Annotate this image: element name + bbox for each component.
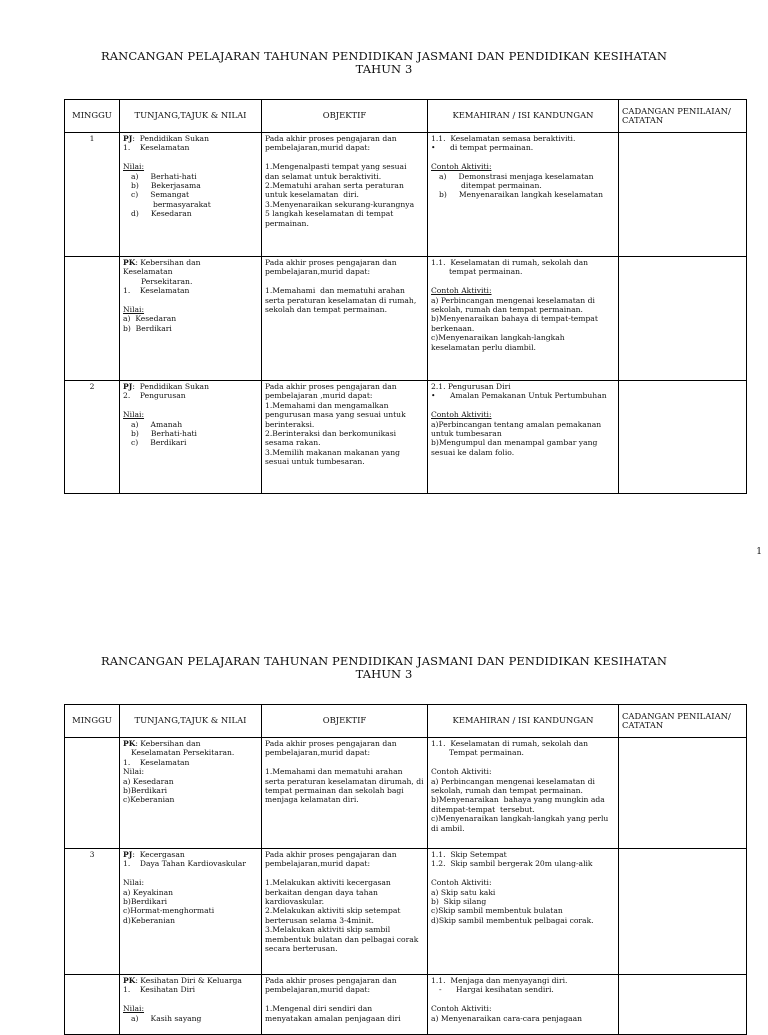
nilai-item: a) Berhati-hati xyxy=(131,171,197,181)
tunjang-text: : Pendidikan Sukan xyxy=(132,134,209,143)
objektif-line: pembelajaran,murid dapat: xyxy=(265,267,371,277)
objektif-line: Pada akhir proses pengajaran dan xyxy=(265,739,397,748)
objektif-line: sekolah dan tempat permainan. xyxy=(265,305,387,315)
nilai-item: b) Berhati-hati xyxy=(131,429,197,439)
tunjang-text: 1. Daya Tahan Kardiovaskular xyxy=(123,859,246,869)
nilai-item: c)Keberanian xyxy=(123,795,175,805)
contoh-aktiviti-label: Contoh Aktiviti: xyxy=(431,767,492,777)
document-title xyxy=(0,50,768,76)
nilai-label: Nilai: xyxy=(123,767,145,777)
tunjang-text: : Kecergasan xyxy=(132,850,185,859)
objektif-cell xyxy=(262,381,428,494)
tunjang-code: PJ xyxy=(123,382,133,391)
cadangan-cell xyxy=(619,849,747,975)
objektif-line: 5 langkah keselamatan di tempat xyxy=(265,209,394,219)
kemahiran-line: b) Skip silang xyxy=(431,897,487,907)
kemahiran-line: 1.2. Skip sambil bergerak 20m ulang-alik xyxy=(431,859,593,869)
tunjang-text: : Kebersihan dan xyxy=(135,258,201,267)
kemahiran-line: b)Menyenaraikan bahaya di tempat-tempat xyxy=(431,314,598,324)
objektif-line: 2.Mematuhi arahan serta peraturan xyxy=(265,181,404,191)
objektif-line: untuk keselamatan diri. xyxy=(265,190,359,200)
objektif-line: serta peraturan keselamatan di rumah, xyxy=(265,295,417,305)
objektif-line: pembelajaran,murid dapat: xyxy=(265,859,371,869)
objektif-cell xyxy=(262,975,428,1035)
header-minggu: MINGGU xyxy=(65,100,120,133)
kemahiran-line: 1.1. Skip Setempat xyxy=(431,850,507,859)
objektif-line: berterusan selama 3-4minit. xyxy=(265,915,374,925)
objektif-line: 3.Melakukan aktiviti skip sambil xyxy=(265,925,391,935)
objektif-line: pembelajaran,murid dapat: xyxy=(265,985,371,995)
header-minggu: MINGGU xyxy=(65,705,120,738)
kemahiran-line: c)Skip sambil membentuk bulatan xyxy=(431,906,563,916)
tunjang-cell xyxy=(120,849,262,975)
contoh-aktiviti-label: Contoh Aktiviti: xyxy=(431,878,492,888)
objektif-line: pembelajaran ,murid dapat: xyxy=(265,391,373,401)
kemahiran-line: di ambil. xyxy=(431,823,465,833)
tunjang-code: PJ xyxy=(123,134,133,143)
week-cell: 3 xyxy=(65,849,120,975)
cadangan-cell xyxy=(619,257,747,381)
header-kemahiran: KEMAHIRAN / ISI KANDUNGAN xyxy=(428,705,619,738)
table-header-row xyxy=(65,100,747,133)
tunjang-cell xyxy=(120,738,262,849)
kemahiran-line: a) Perbincangan mengenai keselamatan di xyxy=(431,295,595,305)
tunjang-code: PK xyxy=(123,258,136,267)
nilai-item: bermasyarakat xyxy=(153,199,211,209)
objektif-cell xyxy=(262,133,428,257)
objektif-line: 1.Memahami dan mematuhi arahan xyxy=(265,286,405,296)
title-line-1: RANCANGAN PELAJARAN TAHUNAN PENDIDIKAN JASMANI DAN PENDIDIKAN KESIHATAN xyxy=(101,49,667,63)
nilai-item: b) Berdikari xyxy=(123,323,172,333)
lesson-plan-table-2 xyxy=(64,704,747,1035)
tunjang-cell xyxy=(120,133,262,257)
tunjang-code: PK xyxy=(123,739,136,748)
cadangan-cell xyxy=(619,381,747,494)
kemahiran-line: untuk tumbesaran xyxy=(431,429,502,439)
objektif-line: 2.Melakukan aktiviti skip setempat xyxy=(265,906,401,916)
nilai-label: Nilai: xyxy=(123,305,145,315)
kemahiran-line: Tempat permainan. xyxy=(449,748,524,758)
nilai-item: c)Hormat-menghormati xyxy=(123,906,215,916)
table-row xyxy=(65,975,747,1035)
objektif-line: 3.Menyenaraikan sekurang-kurangnya xyxy=(265,199,415,209)
kemahiran-cell xyxy=(428,738,619,849)
kemahiran-line: tempat permainan. xyxy=(449,267,523,277)
table-row xyxy=(65,849,747,975)
kemahiran-line: a)Perbincangan tentang amalan pemakanan xyxy=(431,419,602,429)
kemahiran-line: a) Skip satu kaki xyxy=(431,887,496,897)
nilai-item: b)Berdikari xyxy=(123,897,168,907)
kemahiran-line: b) Menyenaraikan langkah keselamatan xyxy=(439,190,604,200)
kemahiran-line: 1.1. Keselamatan di rumah, sekolah dan xyxy=(431,258,589,267)
tunjang-text: : Kebersihan dan xyxy=(135,739,201,748)
nilai-label: Nilai: xyxy=(123,1004,145,1014)
nilai-item: a) Amanah xyxy=(131,419,183,429)
objektif-line: tempat permainan dan sekolah bagi xyxy=(265,786,404,796)
nilai-item: c) Semangat xyxy=(131,190,190,200)
objektif-line: secara berterusan. xyxy=(265,944,338,954)
kemahiran-line: b)Mengumpul dan menampal gambar yang xyxy=(431,438,598,448)
kemahiran-cell xyxy=(428,381,619,494)
header-tunjang: TUNJANG,TAJUK & NILAI xyxy=(120,705,262,738)
contoh-aktiviti-label: Contoh Aktiviti: xyxy=(431,286,492,296)
header-objektif: OBJEKTIF xyxy=(262,705,428,738)
objektif-line: berkaitan dengan daya tahan xyxy=(265,887,378,897)
kemahiran-line: - Hargai kesihatan sendiri. xyxy=(439,985,554,995)
objektif-line: berinteraksi. xyxy=(265,419,315,429)
tunjang-text: 1. Keselamatan xyxy=(123,757,190,767)
objektif-line: sesuai untuk tumbesaran. xyxy=(265,457,365,467)
week-cell: 2 xyxy=(65,381,120,494)
objektif-line: dan selamat untuk beraktiviti. xyxy=(265,171,382,181)
objektif-line: menyatakan amalan penjagaan diri xyxy=(265,1013,401,1023)
nilai-item: a) Kasih sayang xyxy=(131,1013,202,1023)
kemahiran-line: • Amalan Pemakanan Untuk Pertumbuhan xyxy=(431,391,607,401)
objektif-line: kardiovaskular. xyxy=(265,897,324,907)
lesson-plan-table-1 xyxy=(64,99,747,494)
table-row xyxy=(65,133,747,257)
nilai-item: a) Kesedaran xyxy=(123,776,174,786)
nilai-item: a) Keyakinan xyxy=(123,887,174,897)
tunjang-cell xyxy=(120,975,262,1035)
page-number: 1 xyxy=(756,547,762,557)
objektif-line: membentuk bulatan dan pelbagai corak xyxy=(265,934,419,944)
tunjang-text: 2. Pengurusan xyxy=(123,391,186,401)
tunjang-text: 1. Kesihatan Diri xyxy=(123,985,196,995)
kemahiran-line: sekolah, rumah dan tempat permainan. xyxy=(431,305,583,315)
nilai-item: c) Berdikari xyxy=(131,438,187,448)
title-line-1: RANCANGAN PELAJARAN TAHUNAN PENDIDIKAN JASMANI DAN PENDIDIKAN KESIHATAN xyxy=(101,654,667,668)
kemahiran-line: sesuai ke dalam folio. xyxy=(431,447,515,457)
header-objektif: OBJEKTIF xyxy=(262,100,428,133)
contoh-aktiviti-label: Contoh Aktiviti: xyxy=(431,410,492,420)
objektif-cell xyxy=(262,257,428,381)
table-header-row xyxy=(65,705,747,738)
kemahiran-line: 1.1. Menjaga dan menyayangi diri. xyxy=(431,976,568,985)
table-row xyxy=(65,381,747,494)
nilai-item: b)Berdikari xyxy=(123,786,168,796)
nilai-label: Nilai: xyxy=(123,878,145,888)
kemahiran-line: a) Demonstrasi menjaga keselamatan xyxy=(439,171,594,181)
objektif-line: 1.Memahami dan mematuhi arahan xyxy=(265,767,403,777)
week-cell xyxy=(65,975,120,1035)
objektif-line: Pada akhir proses pengajaran dan xyxy=(265,382,397,391)
title-line-2: TAHUN 3 xyxy=(355,62,413,76)
tunjang-text: Keselamatan xyxy=(123,267,173,277)
objektif-line: pembelajaran,murid dapat: xyxy=(265,748,371,758)
kemahiran-line: ditempat permainan. xyxy=(461,181,542,191)
kemahiran-line: sekolah, rumah dan tempat permainan. xyxy=(431,786,583,796)
document-title xyxy=(0,655,768,681)
tunjang-text: : Pendidikan Sukan xyxy=(132,382,209,391)
objektif-cell xyxy=(262,849,428,975)
tunjang-text: Persekitaran. xyxy=(141,276,193,286)
objektif-line: Pada akhir proses pengajaran dan xyxy=(265,258,397,267)
tunjang-code: PJ xyxy=(123,850,133,859)
kemahiran-line: c)Menyenaraikan langkah-langkah yang perlu xyxy=(431,814,609,824)
cadangan-cell xyxy=(619,738,747,849)
tunjang-cell xyxy=(120,257,262,381)
objektif-cell xyxy=(262,738,428,849)
kemahiran-cell xyxy=(428,975,619,1035)
tunjang-text: : Kesihatan Diri & Keluarga xyxy=(135,976,242,985)
nilai-item: d) Kesedaran xyxy=(131,209,192,219)
week-cell xyxy=(65,738,120,849)
kemahiran-line: keselamatan perlu diambil. xyxy=(431,342,536,352)
kemahiran-line: • di tempat permainan. xyxy=(431,143,534,153)
objektif-line: 1.Memahami dan mengamalkan xyxy=(265,400,389,410)
header-tunjang: TUNJANG,TAJUK & NILAI xyxy=(120,100,262,133)
table-row xyxy=(65,257,747,381)
objektif-line: permainan. xyxy=(265,218,309,228)
kemahiran-line: d)Skip sambil membentuk pelbagai corak. xyxy=(431,915,594,925)
objektif-line: pembelajaran,murid dapat: xyxy=(265,143,371,153)
kemahiran-line: 1.1. Keselamatan semasa beraktiviti. xyxy=(431,134,576,143)
tunjang-code: PK xyxy=(123,976,136,985)
kemahiran-line: ditempat-tempat tersebut. xyxy=(431,804,535,814)
table-row xyxy=(65,738,747,849)
nilai-label: Nilai: xyxy=(123,410,145,420)
cadangan-cell xyxy=(619,975,747,1035)
nilai-item: d)Keberanian xyxy=(123,915,176,925)
kemahiran-line: c)Menyenaraikan langkah-langkah xyxy=(431,333,565,343)
kemahiran-cell xyxy=(428,257,619,381)
objektif-line: Pada akhir proses pengajaran dan xyxy=(265,850,397,859)
objektif-line: 1.Mengenalpasti tempat yang sesuai xyxy=(265,162,407,172)
header-kemahiran: KEMAHIRAN / ISI KANDUNGAN xyxy=(428,100,619,133)
objektif-line: sesama rakan. xyxy=(265,438,321,448)
nilai-item: a) Kesedaran xyxy=(123,314,177,324)
objektif-line: 2.Berinteraksi dan berkomunikasi xyxy=(265,429,397,439)
nilai-label: Nilai: xyxy=(123,162,145,172)
header-cadangan: CADANGAN PENILAIAN/ CATATAN xyxy=(619,705,747,738)
objektif-line: 3.Memilih makanan makanan yang xyxy=(265,447,401,457)
kemahiran-line: berkenaan. xyxy=(431,323,475,333)
tunjang-text: 1. Keselamatan xyxy=(123,143,190,153)
kemahiran-cell xyxy=(428,133,619,257)
objektif-line: serta peraturan keselamatan dirumah, di xyxy=(265,776,424,786)
objektif-line: 1.Melakukan aktiviti kecergasan xyxy=(265,878,391,888)
objektif-line: menjaga kelamatan diri. xyxy=(265,795,359,805)
objektif-line: pengurusan masa yang sesuai untuk xyxy=(265,410,406,420)
cadangan-cell xyxy=(619,133,747,257)
contoh-aktiviti-label: Contoh Aktiviti: xyxy=(431,1004,492,1014)
contoh-aktiviti-label: Contoh Aktiviti: xyxy=(431,162,492,172)
kemahiran-line: 1.1. Keselamatan di rumah, sekolah dan xyxy=(431,739,589,748)
kemahiran-cell xyxy=(428,849,619,975)
tunjang-text: 1. Keselamatan xyxy=(123,286,190,296)
kemahiran-line: a) Menyenaraikan cara-cara penjagaan xyxy=(431,1013,583,1023)
nilai-item: b) Bekerjasama xyxy=(131,181,201,191)
kemahiran-line: a) Perbincangan mengenai keselamatan di xyxy=(431,776,595,786)
kemahiran-line: 2.1. Pengurusan Diri xyxy=(431,382,511,391)
tunjang-cell xyxy=(120,381,262,494)
objektif-line: Pada akhir proses pengajaran dan xyxy=(265,976,397,985)
header-cadangan: CADANGAN PENILAIAN/ CATATAN xyxy=(619,100,747,133)
kemahiran-line: b)Menyenaraikan bahaya yang mungkin ada xyxy=(431,795,605,805)
objektif-line: Pada akhir proses pengajaran dan xyxy=(265,134,397,143)
objektif-line: 1.Mengenal diri sendiri dan xyxy=(265,1004,373,1014)
week-cell: 1 xyxy=(65,133,120,257)
week-cell xyxy=(65,257,120,381)
title-line-2: TAHUN 3 xyxy=(355,667,413,681)
tunjang-text: Keselamatan Persekitaran. xyxy=(131,748,235,758)
